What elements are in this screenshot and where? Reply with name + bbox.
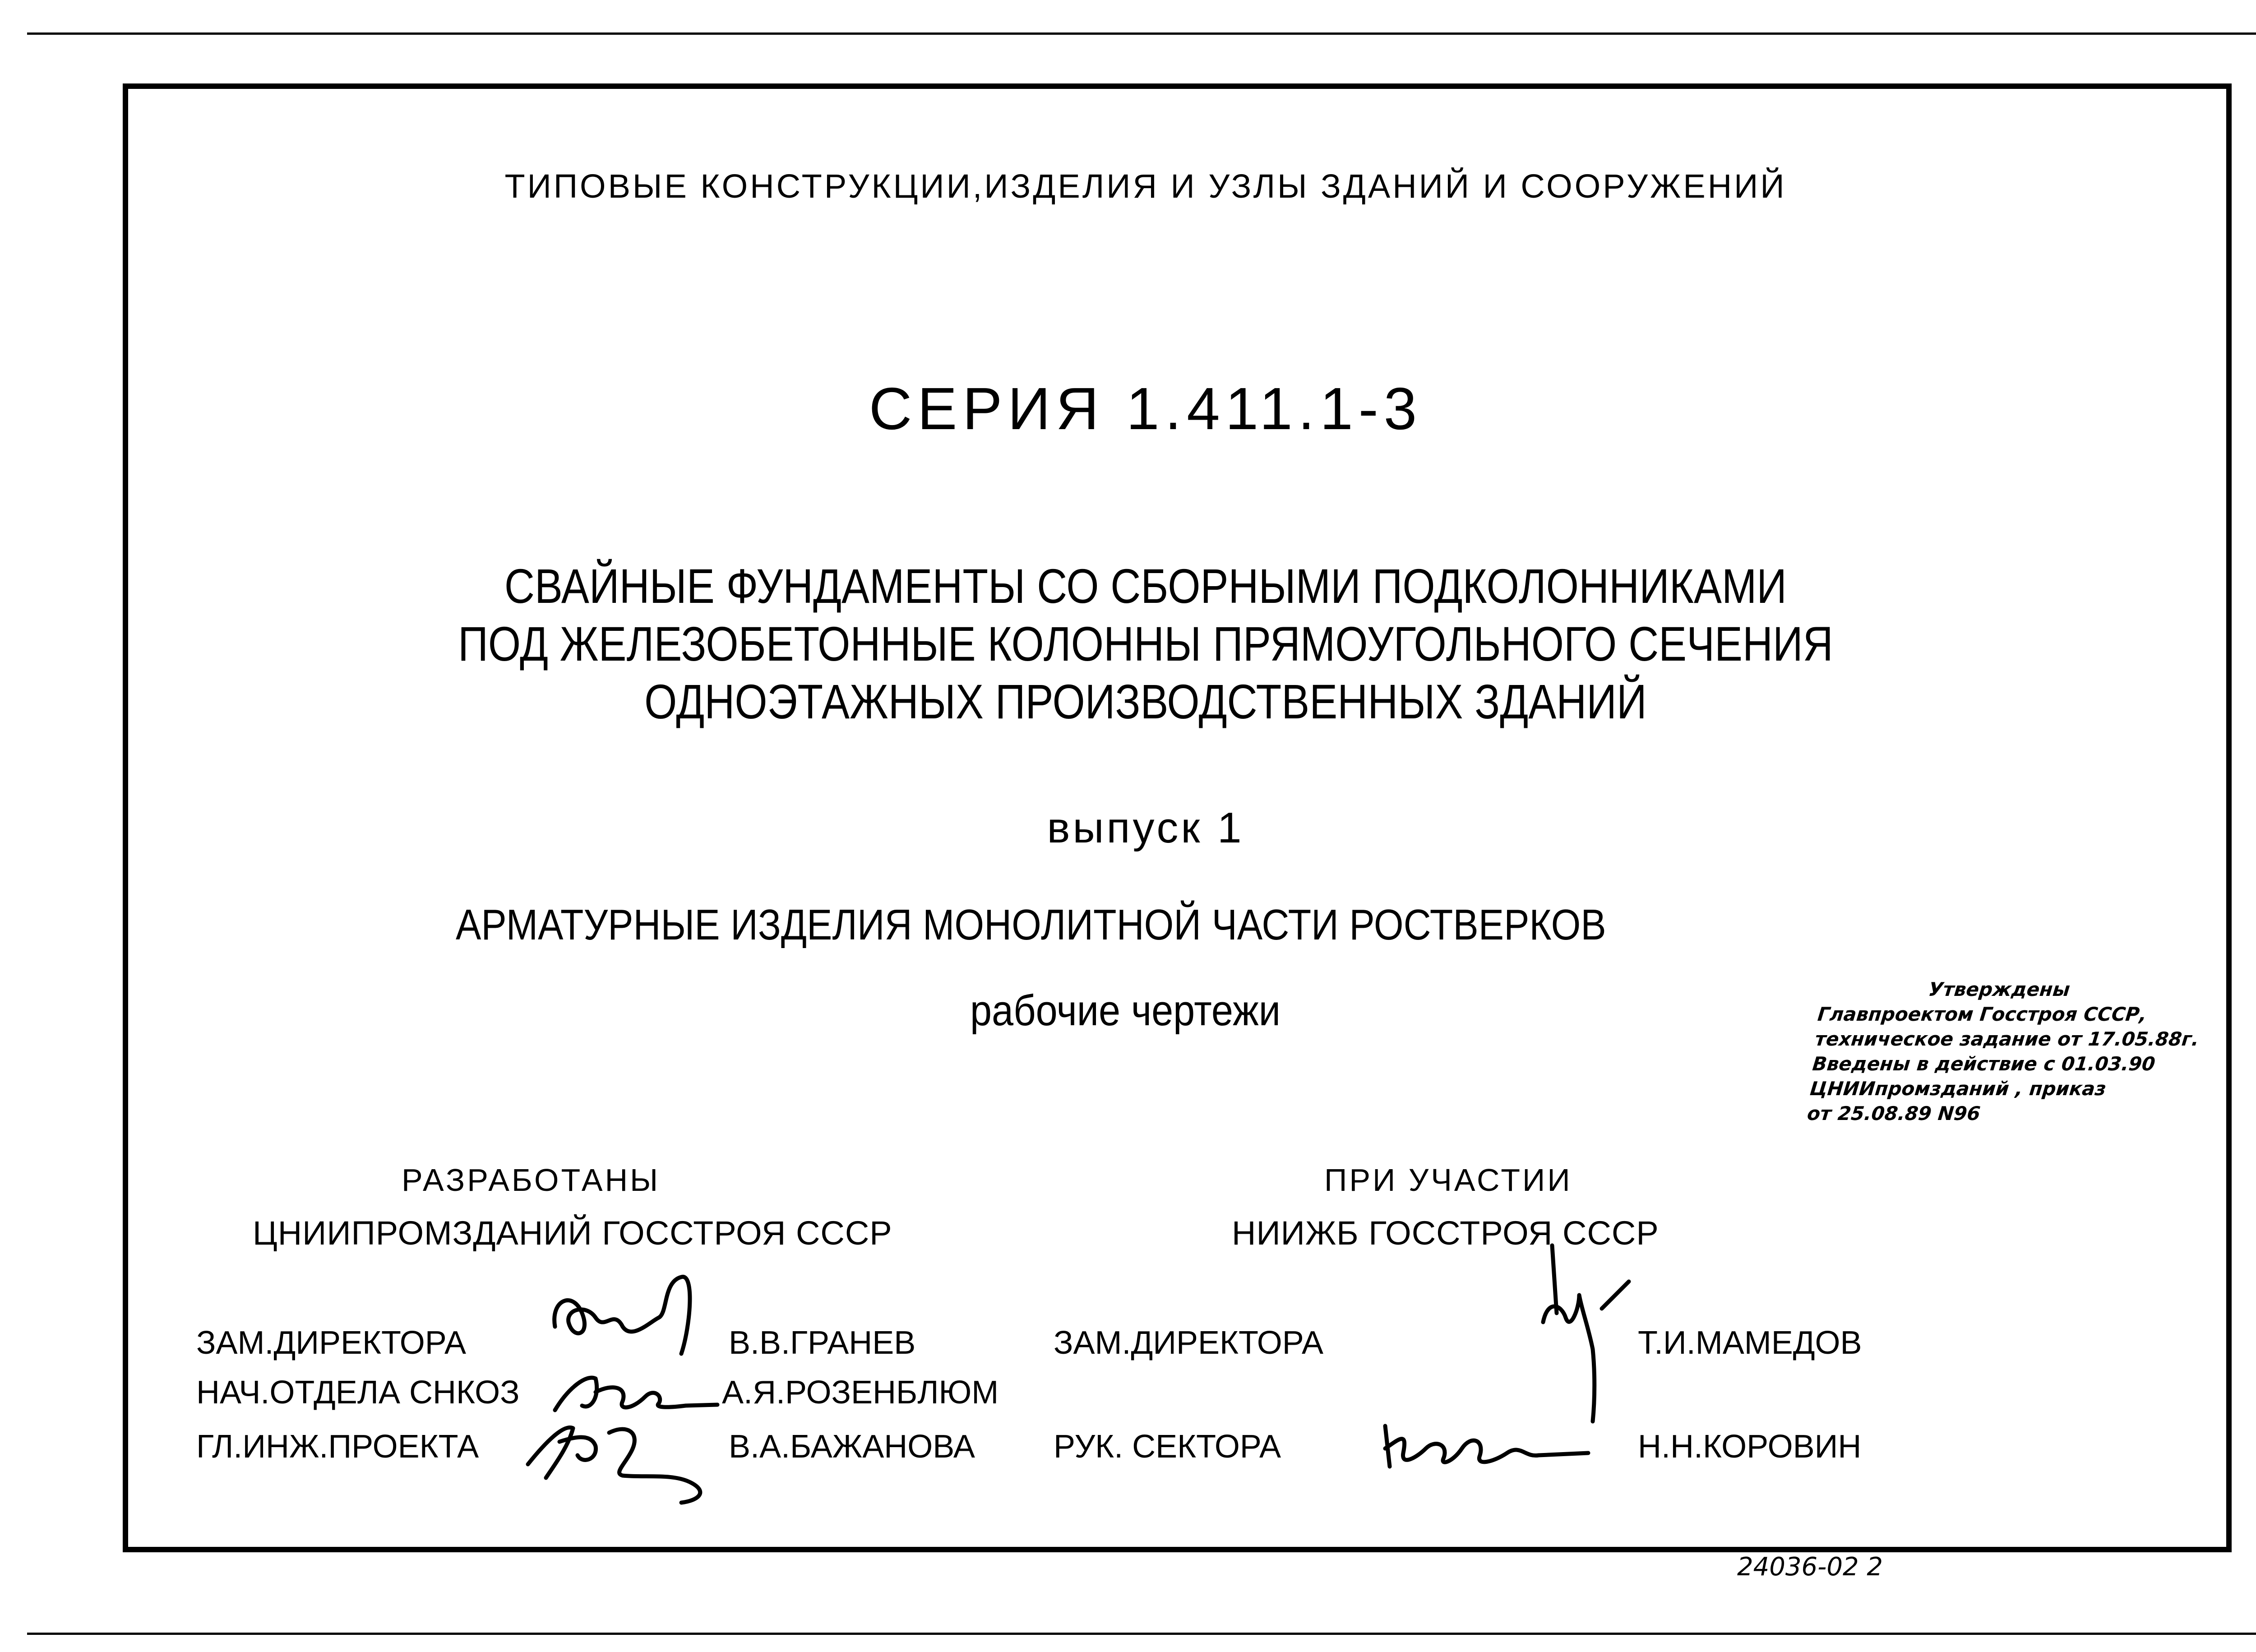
approval-line: Введены в действие с 01.03.90 bbox=[1811, 1053, 2156, 1075]
bottom-trim-line bbox=[27, 1633, 2256, 1635]
participant-role-1: ЗАМ.ДИРЕКТОРА bbox=[1054, 1325, 1323, 1361]
series-line: ТИПОВЫЕ КОНСТРУКЦИИ,ИЗДЕЛИЯ И УЗЛЫ ЗДАНИЙ И СООРУЖЕНИЙ bbox=[504, 167, 1787, 205]
signature-rozenblyum bbox=[550, 1370, 722, 1419]
developers-heading: РАЗРАБОТАНЫ bbox=[402, 1162, 661, 1198]
participants-heading: ПРИ УЧАСТИИ bbox=[1324, 1162, 1572, 1198]
document-type: рабочие чертежи bbox=[970, 986, 1281, 1035]
title-line-2: ПОД ЖЕЛЕЗОБЕТОННЫЕ КОЛОННЫ ПРЯМОУГОЛЬНОГО СЕЧЕНИЯ bbox=[458, 616, 1833, 671]
document-code: 24036-02 2 bbox=[1737, 1552, 1883, 1582]
developer-role-2: НАЧ.ОТДЕЛА СНКОЗ bbox=[196, 1374, 520, 1411]
issue-number: выпуск 1 bbox=[1047, 804, 1244, 852]
title-line-3: ОДНОЭТАЖНЫХ ПРОИЗВОДСТВЕННЫХ ЗДАНИЙ bbox=[644, 674, 1647, 729]
developer-role-3: ГЛ.ИНЖ.ПРОЕКТА bbox=[196, 1429, 479, 1465]
signature-korovin bbox=[1376, 1412, 1593, 1476]
developer-name-2: А.Я.РОЗЕНБЛЮМ bbox=[722, 1374, 999, 1411]
approval-line: Утверждены bbox=[1927, 978, 2071, 1000]
participant-name-1: Т.И.МАМЕДОВ bbox=[1638, 1325, 1862, 1361]
participant-name-2: Н.Н.КОРОВИН bbox=[1638, 1429, 1862, 1465]
subject-title: АРМАТУРНЫЕ ИЗДЕЛИЯ МОНОЛИТНОЙ ЧАСТИ РОСТВЕРКОВ bbox=[456, 901, 1606, 949]
approval-line: ЦНИИпромзданий , приказ bbox=[1808, 1078, 2108, 1100]
participants-org: НИИЖБ ГОССТРОЯ СССР bbox=[1232, 1214, 1659, 1252]
developer-name-1: В.В.ГРАНЕВ bbox=[729, 1325, 916, 1361]
signature-bazhanova bbox=[519, 1415, 726, 1505]
top-trim-line bbox=[27, 32, 2256, 35]
series-title: СЕРИЯ 1.411.1-3 bbox=[869, 375, 1423, 442]
participant-role-2: РУК. СЕКТОРА bbox=[1054, 1429, 1281, 1465]
developer-role-1: ЗАМ.ДИРЕКТОРА bbox=[196, 1325, 466, 1361]
signature-granev bbox=[546, 1273, 717, 1363]
approval-line: Главпроектом Госстроя СССР, bbox=[1817, 1003, 2148, 1025]
approval-line: техническое задание от 17.05.88г. bbox=[1814, 1028, 2201, 1050]
title-line-1: СВАЙНЫЕ ФУНДАМЕНТЫ СО СБОРНЫМИ ПОДКОЛОННИКАМИ bbox=[504, 559, 1787, 613]
document-title bbox=[0, 557, 2256, 731]
signature-mamedov bbox=[1525, 1236, 1633, 1426]
approval-line: от 25.08.89 N96 bbox=[1806, 1102, 1982, 1124]
developer-name-3: В.А.БАЖАНОВА bbox=[729, 1429, 975, 1465]
approval-stamp bbox=[1806, 977, 2205, 1126]
developers-org: ЦНИИПРОМЗДАНИЙ ГОССТРОЯ СССР bbox=[253, 1214, 892, 1252]
